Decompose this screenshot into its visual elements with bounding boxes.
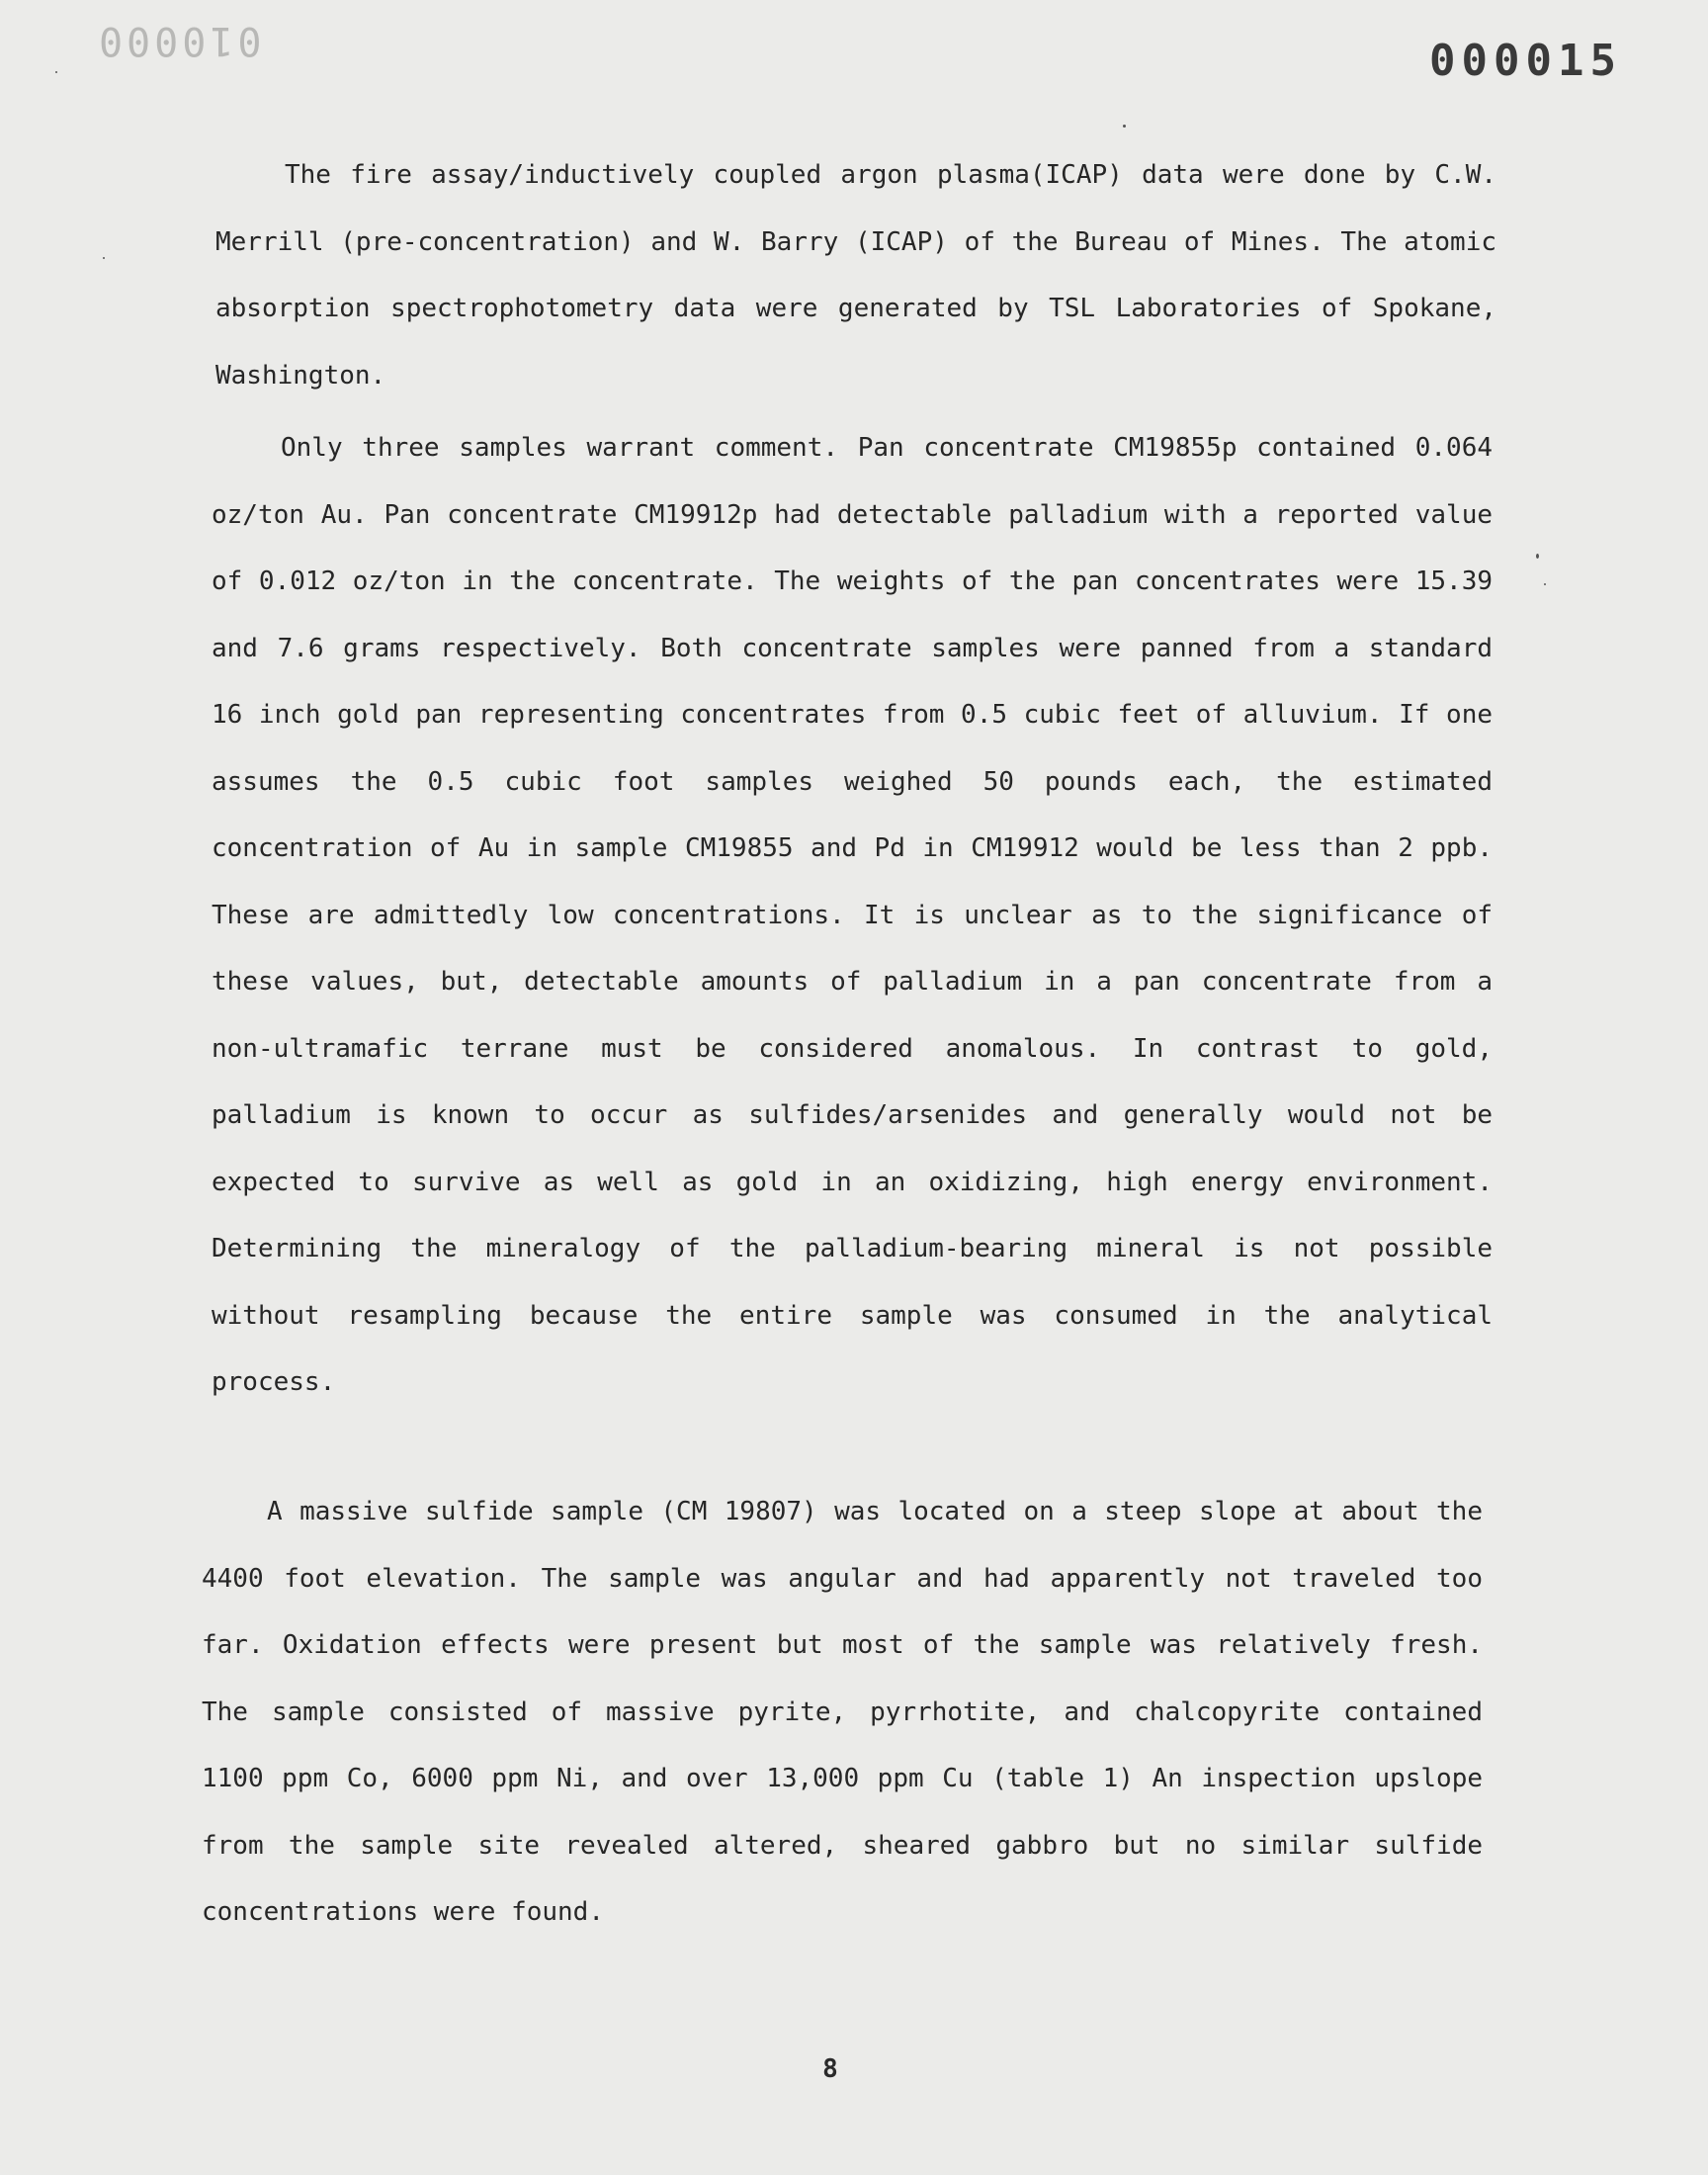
paragraph-analysis-sources: The fire assay/inductively coupled argon plasma(ICAP) data were done by C.W. Merrill (pre-concentration) and W. Barry (ICAP) of the Bureau of Mines. The atomic absorption spectrophotometry data were generated by TSL Laboratories of Spokane, Washington. xyxy=(215,160,1496,391)
paragraph-massive-sulfide: A massive sulfide sample (CM 19807) was located on a steep slope at about the 4400 foot elevation. The sample was angular and had apparently not traveled too far. Oxidation effects were present but most of the sample was relatively fresh. The sample consisted of massive pyrite, pyrrhotite, and chalcopyrite contained 1100 ppm Co, 6000 ppm Ni, and over 13,000 ppm Cu (table 1) An inspection upslope from the sample site revealed altered, sheared gabbro but no similar sulfide concentrations were found. xyxy=(202,1497,1483,1927)
scan-speck xyxy=(1536,554,1539,559)
scan-speck xyxy=(103,257,105,259)
paragraph-pan-concentrates: Only three samples warrant comment. Pan concentrate CM19855p contained 0.064 oz/ton Au. Pan concentrate CM19912p had detectable palladium with a reported value of 0.012 oz/ton in the concentrate. The weights of the pan concentrates were 15.39 and 7.6 grams respectively. Both concentrate samples were panned from a standard 16 inch gold pan representing concentrates from 0.5 cubic feet of alluvium. If one assumes the 0.5 cubic foot samples weighed 50 pounds each, the estimated concentration of Au in sample CM19855 and Pd in CM19912 would be less than 2 ppb. These are admittedly low concentrations. It is unclear as to the significance of these values, but, detectable amounts of palladium in a pan concentrate from a non-ultramafic terrane must be considered anomalous. In contrast to gold, palladium is known to occur as sulfides/arsenides and generally would not be expected to survive as well as gold in an oxidizing, high energy environment. Determining the mineralogy of the palladium-bearing mineral is not possible without resampling because the entire sample was consumed in the analytical process. xyxy=(212,433,1493,1397)
scan-speck xyxy=(1544,583,1546,585)
page-number: 8 xyxy=(822,2054,838,2084)
page-serial-number: 000015 xyxy=(1429,36,1622,86)
scan-speck xyxy=(55,71,57,73)
scan-speck xyxy=(1123,125,1126,128)
inverted-page-stamp: 010000 xyxy=(95,18,262,63)
